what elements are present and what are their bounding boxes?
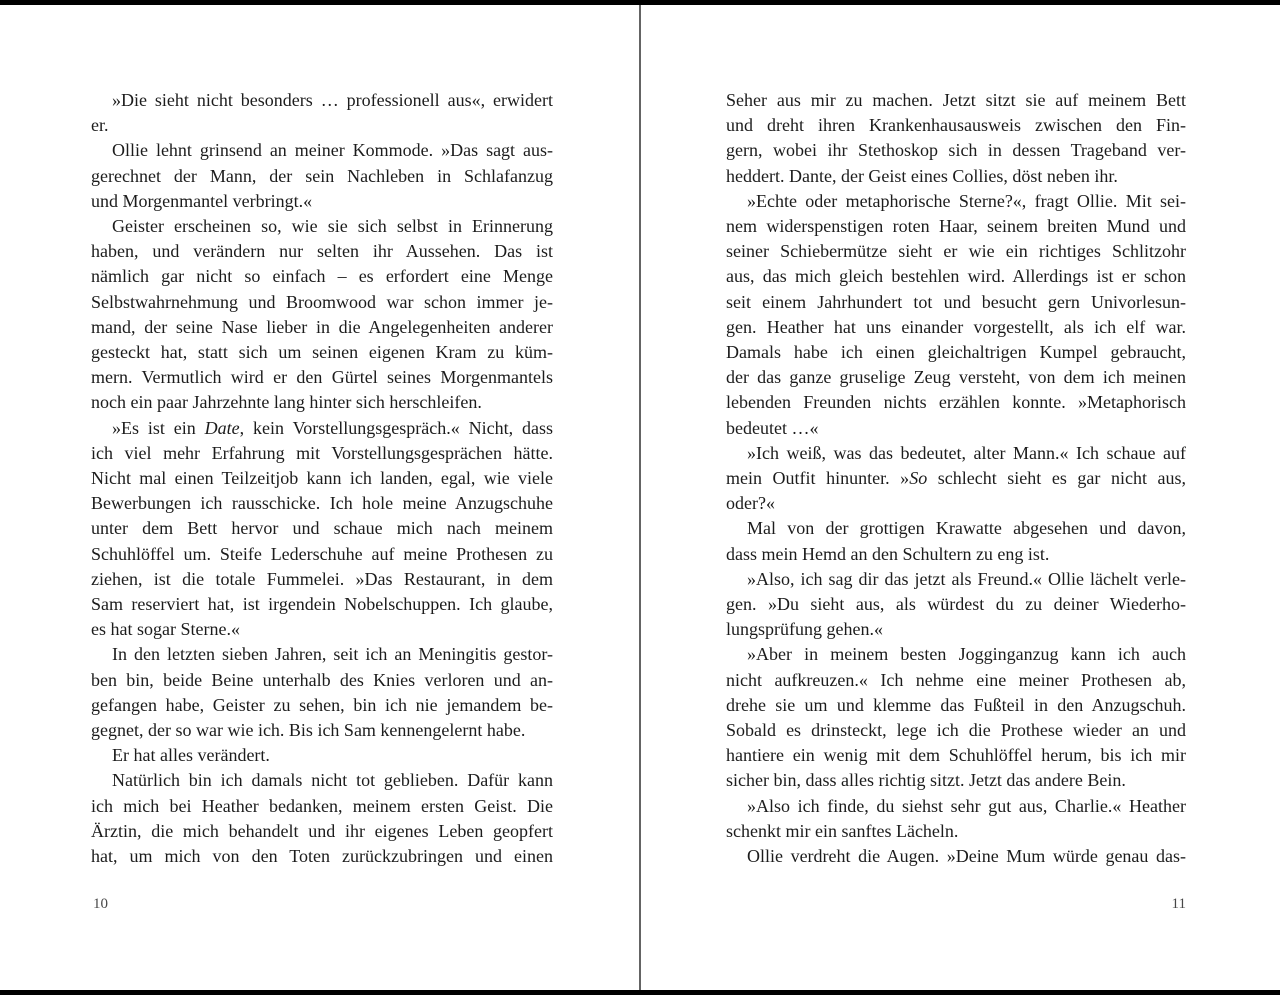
page-gutter-divider [639, 5, 641, 990]
text-line: seiner Schiebermütze sieht er wie ein richtiges Schlitzohr [726, 241, 1186, 262]
text-line: noch ein paar Jahrzehnte lang hinter sich herschleifen. [91, 392, 482, 413]
text-line: drehe sie um und klemme das Fußteil in den Anzugschuh. [726, 694, 1186, 715]
text-line: Schuhlöffel um. Steife Lederschuhe auf meine Prothesen zu [91, 543, 553, 564]
text-line: ich viel mehr Erfahrung mit Vorstellungsgesprächen hätte. [91, 442, 553, 463]
text-line: mand, der seine Nase lieber in die Angelegenheiten anderer [91, 316, 553, 337]
left-page-number: 10 [93, 896, 108, 912]
text-line: der das ganze gruselige Zeug versteht, von dem ich meinen [726, 367, 1186, 388]
text-line: sicher bin, dass alles richtig sitzt. Jetzt das andere Bein. [726, 770, 1126, 791]
text-line: Er hat alles verändert. [112, 745, 270, 766]
text-line: oder?« [726, 493, 775, 514]
right-page-text [726, 88, 1186, 869]
text-line: Nicht mal einen Teilzeitjob kann ich landen, egal, wie viele [91, 468, 553, 489]
text-line: »Echte oder metaphorische Sterne?«, fragt Ollie. Mit sei- [747, 190, 1186, 211]
bottom-letterbox-bar [0, 990, 1280, 995]
text-line: lungsprüfung gehen.« [726, 619, 883, 640]
text-line: mein Outfit hinunter. »So schlecht sieht es gar nicht aus, [726, 468, 1187, 489]
text-line: unter dem Bett hervor und schaue mich nach meinem [91, 518, 553, 539]
text-line: Selbstwahrnehmung und Broomwood war schon immer je- [91, 291, 553, 312]
text-line: Damals habe ich einen gleichaltrigen Kumpel gebraucht, [726, 342, 1186, 363]
text-line: nem widerspenstigen roten Haar, seinem breiten Mund und [726, 216, 1186, 237]
text-line: Natürlich bin ich damals nicht tot geblieben. Dafür kann [112, 770, 553, 791]
text-line: Bewerbungen ich rausschicke. Ich hole meine Anzugschuhe [91, 493, 553, 514]
text-line: Sobald es drinsteckt, lege ich die Prothese wieder an und [726, 720, 1186, 741]
text-line: In den letzten sieben Jahren, seit ich an Meningitis gestor- [112, 644, 553, 665]
text-line: gen. Heather hat uns einander vorgestellt, als ich elf war. [726, 316, 1186, 337]
text-line: haben, und verändern nur selten ihr Aussehen. Das ist [91, 241, 553, 262]
text-line: gesteckt hat, statt sich um seinen eigenen Kram zu küm- [91, 342, 553, 363]
text-line: mern. Vermutlich wird er den Gürtel seines Morgenmantels [91, 367, 553, 388]
text-line: seit einem Jahrhundert tot und besucht gern Univorlesun- [726, 291, 1186, 312]
text-line: Mal von der grottigen Krawatte abgesehen und davon, [747, 518, 1186, 539]
text-line: und Morgenmantel verbringt.« [91, 190, 313, 211]
text-line: Ollie verdreht die Augen. »Deine Mum würde genau das- [747, 846, 1186, 867]
text-line: Sam reserviert hat, ist irgendein Nobelschuppen. Ich glaube, [91, 594, 553, 615]
text-line: Seher aus mir zu machen. Jetzt sitzt sie auf meinem Bett [726, 90, 1186, 110]
left-page-text [91, 88, 553, 869]
text-line: aus, das mich gleich bestehlen wird. Allerdings ist er schon [726, 266, 1186, 287]
text-line: Geister erscheinen so, wie sie sich selbst in Erinnerung [112, 216, 553, 237]
text-line: »Also, ich sag dir das jetzt als Freund.« Ollie lächelt verle- [747, 568, 1186, 589]
text-line: Ollie lehnt grinsend an meiner Kommode. »Das sagt aus- [112, 140, 553, 161]
text-line: gerechnet der Mann, der sein Nachleben in Schlafanzug [91, 165, 553, 186]
text-line: lebenden Freunden nichts erzählen konnte. »Metaphorisch [726, 392, 1186, 413]
right-page-number: 11 [1171, 896, 1186, 912]
text-line: dass mein Hemd an den Schultern zu eng ist. [726, 543, 1050, 564]
text-line: ben bin, beide Beine unterhalb des Knies verloren und an- [91, 669, 553, 690]
text-line: heddert. Dante, der Geist eines Collies, döst neben ihr. [726, 165, 1118, 186]
text-line: und dreht ihren Krankenhausausweis zwischen den Fin- [726, 115, 1186, 136]
text-line: er. [91, 115, 109, 136]
text-line: es hat sogar Sterne.« [91, 619, 240, 640]
text-line: »Die sieht nicht besonders … professionell aus«, erwidert [112, 90, 553, 110]
text-line: nämlich gar nicht so einfach – es erfordert eine Menge [91, 266, 553, 287]
text-line: ich mich bei Heather bedanken, meinem ersten Geist. Die [91, 795, 553, 816]
text-line: hat, um mich von den Toten zurückzubringen und einen [91, 846, 553, 867]
text-line: schenkt mir ein sanftes Lächeln. [726, 820, 959, 841]
text-line: Ärztin, die mich behandelt und ihr eigenes Leben geopfert [91, 820, 553, 841]
text-line: ziehen, ist die totale Fummelei. »Das Restaurant, in dem [91, 568, 553, 589]
text-line: gegnet, der so war wie ich. Bis ich Sam kennengelernt habe. [91, 720, 526, 741]
text-line: gefangen habe, Geister zu sehen, bin ich nie jemandem be- [91, 694, 553, 715]
text-line: gen. »Du sieht aus, als würdest du zu deiner Wiederho- [726, 594, 1186, 615]
text-line: »Ich weiß, was das bedeutet, alter Mann.« Ich schaue auf [747, 442, 1186, 463]
text-line: »Es ist ein Date, kein Vorstellungsgespräch.« Nicht, dass [112, 417, 553, 438]
text-line: »Also ich finde, du siehst sehr gut aus, Charlie.« Heather [747, 795, 1186, 816]
text-line: bedeutet …« [726, 417, 819, 438]
text-line: gern, wobei ihr Stethoskop sich in dessen Trageband ver- [726, 140, 1186, 161]
text-line: nicht aufkreuzen.« Ich nehme eine meiner Prothesen ab, [726, 669, 1186, 690]
text-line: hantiere ein wenig mit dem Schuhlöffel herum, bis ich mir [726, 745, 1186, 766]
text-line: »Aber in meinem besten Jogginganzug kann ich auch [747, 644, 1186, 665]
